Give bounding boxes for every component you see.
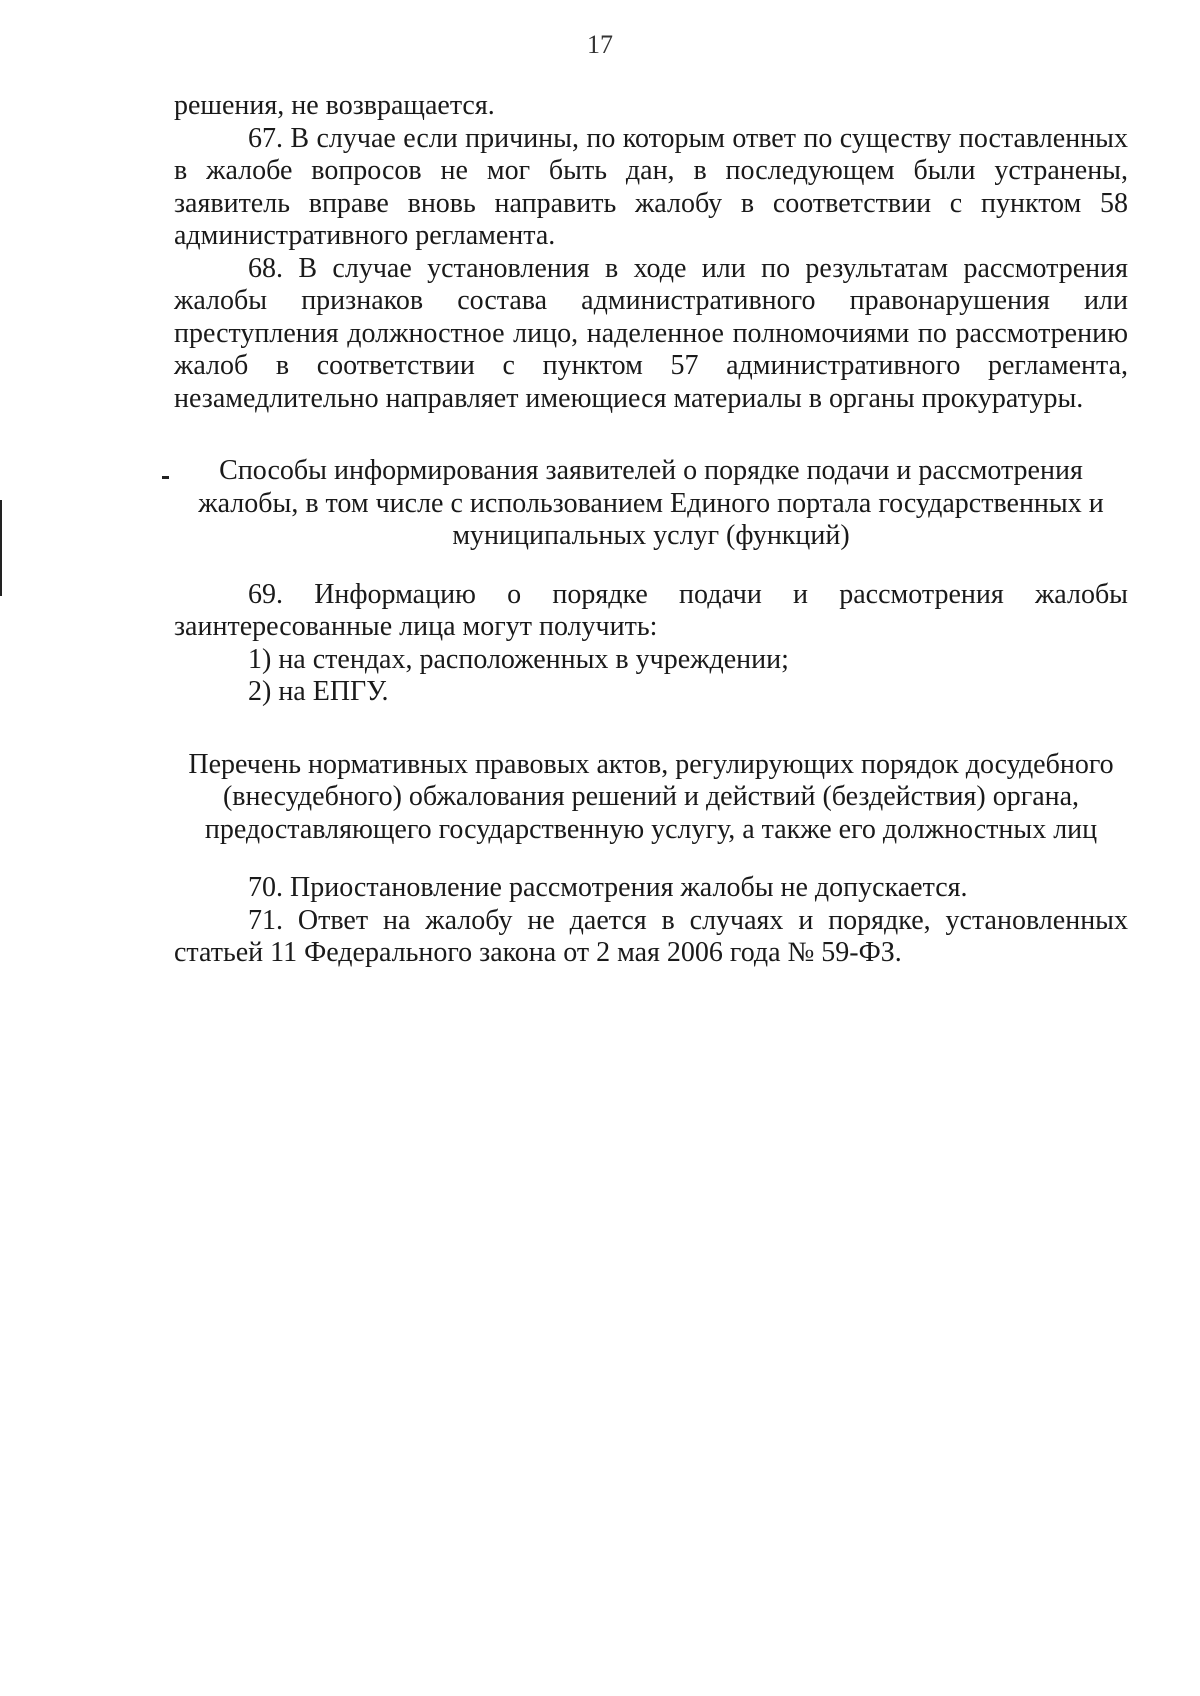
- list-item-2: 2) на ЕПГУ.: [248, 676, 389, 707]
- spacer: [174, 846, 1128, 872]
- paragraph-67: 67. В случае если причины, по которым ответ по существу поставленных в жалобе вопросов не мог быть дан, в последующем были устранены, заявитель вправе вновь направить жалобу в соответствии с пунктом 58 административного регламента.: [174, 122, 1128, 251]
- list-item-1: 1) на стендах, расположенных в учреждении;: [248, 643, 789, 675]
- paragraph-71: 71. Ответ на жалобу не дается в случаях и порядке, установленных статьей 11 Федерального закона от 2 мая 2006 года № 59-ФЗ.: [174, 904, 1128, 968]
- scan-dash-mark: [162, 476, 169, 479]
- spacer: [174, 553, 1128, 579]
- document-body: [174, 90, 1128, 970]
- section-heading-informing: Способы информирования заявителей о порядке подачи и рассмотрения жалобы, в том числе с использованием Единого портала государственных и муниципальных услуг (функций): [198, 455, 1104, 551]
- spacer: [174, 709, 1128, 749]
- spacer: [174, 415, 1128, 455]
- paragraph-69: 69. Информацию о порядке подачи и рассмотрения жалобы заинтересованные лица могут получить:: [174, 578, 1128, 642]
- page-number: 17: [587, 30, 613, 59]
- paragraph-68: 68. В случае установления в ходе или по результатам рассмотрения жалобы признаков состава административного правонарушения или преступления должностное лицо, наделенное полномочиями по рассмотрению жалоб в соответствии с пунктом 57 административного регламента, незамедлительно направляет имеющиеся материалы в органы прокуратуры.: [174, 252, 1128, 414]
- scan-margin-mark: [0, 500, 2, 596]
- paragraph-continuation: решения, не возвращается.: [174, 90, 495, 121]
- section-heading-legal-acts: Перечень нормативных правовых актов, регулирующих порядок досудебного (внесудебного) обжалования решений и действий (бездействия) органа, предоставляющего государственную услугу, а также его должностных лиц: [188, 748, 1114, 845]
- paragraph-70: 70. Приостановление рассмотрения жалобы не допускается.: [248, 872, 968, 903]
